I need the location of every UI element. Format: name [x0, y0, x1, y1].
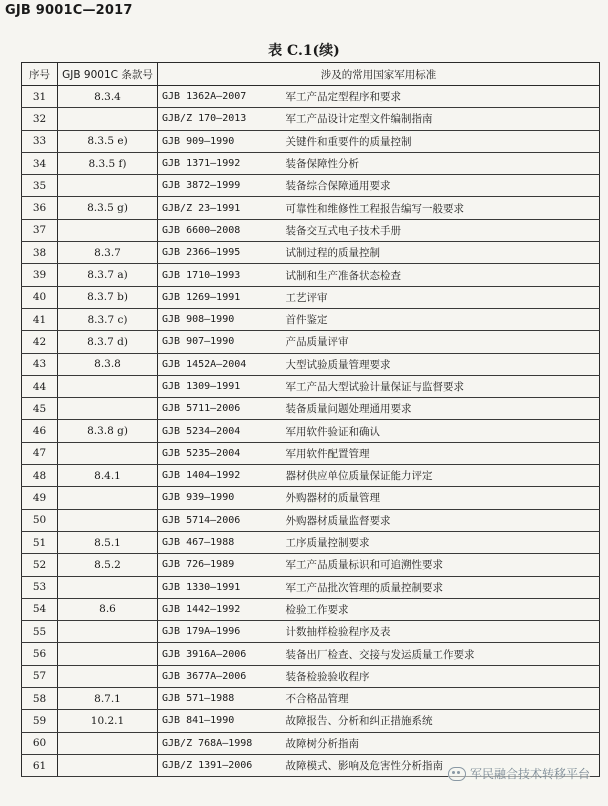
standards-table — [21, 62, 600, 777]
header-no: 序号 — [22, 63, 58, 86]
table-row — [22, 688, 600, 710]
row-standard-code: GJB/Z 768A—1998 — [158, 732, 282, 754]
row-standard-code: GJB 5234—2004 — [158, 420, 282, 442]
row-clause: 8.3.5 e) — [58, 130, 158, 152]
row-standard-name: 试制过程的质量控制 — [282, 242, 600, 264]
row-standard-code: GJB 571—1988 — [158, 688, 282, 710]
row-standard-name: 故障模式、影响及危害性分析指南 — [282, 754, 600, 776]
table-row — [22, 487, 600, 509]
row-number: 47 — [22, 442, 58, 464]
row-clause: 8.3.7 c) — [58, 308, 158, 330]
watermark-text: 军民融合技术转移平台 — [469, 767, 590, 781]
row-standard-name: 不合格品管理 — [282, 688, 600, 710]
row-standard-code: GJB 1442—1992 — [158, 598, 282, 620]
row-number: 49 — [22, 487, 58, 509]
row-standard-code: GJB 467—1988 — [158, 531, 282, 553]
row-number: 61 — [22, 754, 58, 776]
row-standard-code: GJB 1404—1992 — [158, 465, 282, 487]
row-number: 57 — [22, 665, 58, 687]
row-clause: 8.5.2 — [58, 554, 158, 576]
row-clause: 8.3.7 a) — [58, 264, 158, 286]
table-row — [22, 286, 600, 308]
row-number: 52 — [22, 554, 58, 576]
table-title: 表 C.1(续) — [268, 43, 340, 59]
row-number: 55 — [22, 621, 58, 643]
row-number: 43 — [22, 353, 58, 375]
table-row — [22, 197, 600, 219]
row-standard-code: GJB 939—1990 — [158, 487, 282, 509]
row-clause — [58, 732, 158, 754]
row-clause: 8.3.7 b) — [58, 286, 158, 308]
row-standard-code: GJB 179A—1996 — [158, 621, 282, 643]
row-clause: 8.7.1 — [58, 688, 158, 710]
row-number: 48 — [22, 465, 58, 487]
table-row — [22, 375, 600, 397]
row-standard-name: 军用软件配置管理 — [282, 442, 600, 464]
table-row — [22, 264, 600, 286]
row-standard-code: GJB 1330—1991 — [158, 576, 282, 598]
row-standard-code: GJB 726—1989 — [158, 554, 282, 576]
row-standard-code: GJB 1269—1991 — [158, 286, 282, 308]
row-standard-name: 外购器材质量监督要求 — [282, 509, 600, 531]
row-standard-name: 故障树分析指南 — [282, 732, 600, 754]
row-clause — [58, 754, 158, 776]
row-standard-name: 军工产品批次管理的质量控制要求 — [282, 576, 600, 598]
row-standard-code: GJB 5711—2006 — [158, 398, 282, 420]
row-standard-name: 军工产品设计定型文件编制指南 — [282, 108, 600, 130]
table-row — [22, 465, 600, 487]
row-standard-name: 军用软件验证和确认 — [282, 420, 600, 442]
row-standard-code: GJB 909—1990 — [158, 130, 282, 152]
row-standard-name: 大型试验质量管理要求 — [282, 353, 600, 375]
row-standard-name: 产品质量评审 — [282, 331, 600, 353]
table-row — [22, 130, 600, 152]
row-clause — [58, 665, 158, 687]
row-number: 53 — [22, 576, 58, 598]
row-clause — [58, 375, 158, 397]
row-standard-code: GJB 2366—1995 — [158, 242, 282, 264]
row-number: 36 — [22, 197, 58, 219]
row-standard-code: GJB 3916A—2006 — [158, 643, 282, 665]
row-standard-name: 装备交互式电子技术手册 — [282, 219, 600, 241]
row-clause: 8.3.5 f) — [58, 152, 158, 174]
watermark — [448, 765, 590, 782]
row-clause — [58, 175, 158, 197]
row-standard-code: GJB 908—1990 — [158, 308, 282, 330]
row-standard-code: GJB/Z 23—1991 — [158, 197, 282, 219]
row-standard-name: 首件鉴定 — [282, 308, 600, 330]
row-standard-name: 检验工作要求 — [282, 598, 600, 620]
row-clause: 8.6 — [58, 598, 158, 620]
row-clause: 8.3.8 — [58, 353, 158, 375]
row-number: 32 — [22, 108, 58, 130]
document-code: GJB 9001C—2017 — [5, 3, 133, 18]
row-clause — [58, 576, 158, 598]
row-number: 40 — [22, 286, 58, 308]
row-standard-code: GJB 1309—1991 — [158, 375, 282, 397]
table-row — [22, 554, 600, 576]
row-standard-code: GJB 5714—2006 — [158, 509, 282, 531]
row-standard-code: GJB 841—1990 — [158, 710, 282, 732]
row-standard-code: GJB 1371—1992 — [158, 152, 282, 174]
table-row — [22, 710, 600, 732]
row-standard-name: 军工产品定型程序和要求 — [282, 86, 600, 108]
row-standard-name: 装备检验验收程序 — [282, 665, 600, 687]
row-standard-name: 工艺评审 — [282, 286, 600, 308]
row-clause: 8.4.1 — [58, 465, 158, 487]
row-standard-name: 军工产品大型试验计量保证与监督要求 — [282, 375, 600, 397]
row-number: 44 — [22, 375, 58, 397]
table-row — [22, 531, 600, 553]
table-row — [22, 152, 600, 174]
row-standard-code: GJB/Z 1391—2006 — [158, 754, 282, 776]
row-number: 51 — [22, 531, 58, 553]
row-standard-name: 试制和生产准备状态检查 — [282, 264, 600, 286]
table-row — [22, 732, 600, 754]
row-clause — [58, 487, 158, 509]
row-standard-name: 关键件和重要件的质量控制 — [282, 130, 600, 152]
row-clause — [58, 108, 158, 130]
row-number: 60 — [22, 732, 58, 754]
row-standard-code: GJB 3677A—2006 — [158, 665, 282, 687]
table-row — [22, 353, 600, 375]
row-clause — [58, 398, 158, 420]
row-number: 41 — [22, 308, 58, 330]
table-row — [22, 576, 600, 598]
row-standard-name: 计数抽样检验程序及表 — [282, 621, 600, 643]
table-row — [22, 398, 600, 420]
row-clause: 8.3.7 d) — [58, 331, 158, 353]
wechat-icon — [448, 767, 466, 781]
row-standard-code: GJB 1452A—2004 — [158, 353, 282, 375]
row-number: 33 — [22, 130, 58, 152]
row-number: 59 — [22, 710, 58, 732]
row-standard-code: GJB 3872—1999 — [158, 175, 282, 197]
row-clause: 8.3.8 g) — [58, 420, 158, 442]
table-row — [22, 665, 600, 687]
row-clause: 8.3.7 — [58, 242, 158, 264]
row-number: 54 — [22, 598, 58, 620]
row-standard-code: GJB 1710—1993 — [158, 264, 282, 286]
row-clause — [58, 442, 158, 464]
row-standard-name: 器材供应单位质量保证能力评定 — [282, 465, 600, 487]
row-clause: 8.5.1 — [58, 531, 158, 553]
table-row — [22, 420, 600, 442]
row-number: 37 — [22, 219, 58, 241]
row-standard-name: 可靠性和维修性工程报告编写一般要求 — [282, 197, 600, 219]
table-row — [22, 308, 600, 330]
row-standard-code: GJB 6600—2008 — [158, 219, 282, 241]
row-number: 39 — [22, 264, 58, 286]
row-clause: 8.3.4 — [58, 86, 158, 108]
row-standard-code: GJB 907—1990 — [158, 331, 282, 353]
row-number: 45 — [22, 398, 58, 420]
table-row — [22, 509, 600, 531]
row-standard-name: 装备质量问题处理通用要求 — [282, 398, 600, 420]
row-number: 35 — [22, 175, 58, 197]
row-standard-name: 装备综合保障通用要求 — [282, 175, 600, 197]
header-clause: GJB 9001C 条款号 — [58, 63, 158, 86]
row-number: 38 — [22, 242, 58, 264]
row-standard-name: 军工产品质量标识和可追溯性要求 — [282, 554, 600, 576]
table-row — [22, 442, 600, 464]
table-row — [22, 108, 600, 130]
row-standard-name: 故障报告、分析和纠正措施系统 — [282, 710, 600, 732]
row-standard-name: 外购器材的质量管理 — [282, 487, 600, 509]
table-row — [22, 331, 600, 353]
table-row — [22, 621, 600, 643]
row-number: 58 — [22, 688, 58, 710]
row-number: 50 — [22, 509, 58, 531]
row-number: 46 — [22, 420, 58, 442]
table-row — [22, 598, 600, 620]
row-clause: 10.2.1 — [58, 710, 158, 732]
header-standard: 涉及的常用国家军用标准 — [158, 63, 600, 86]
row-standard-code: GJB 1362A—2007 — [158, 86, 282, 108]
row-standard-code: GJB 5235—2004 — [158, 442, 282, 464]
row-number: 42 — [22, 331, 58, 353]
row-clause — [58, 621, 158, 643]
table-header-row — [22, 63, 600, 86]
row-clause — [58, 509, 158, 531]
table-row — [22, 643, 600, 665]
table-row — [22, 175, 600, 197]
row-clause: 8.3.5 g) — [58, 197, 158, 219]
table-row — [22, 219, 600, 241]
row-number: 31 — [22, 86, 58, 108]
row-clause — [58, 219, 158, 241]
row-number: 34 — [22, 152, 58, 174]
row-number: 56 — [22, 643, 58, 665]
row-clause — [58, 643, 158, 665]
row-standard-name: 装备出厂检查、交接与发运质量工作要求 — [282, 643, 600, 665]
row-standard-name: 装备保障性分析 — [282, 152, 600, 174]
row-standard-code: GJB/Z 170—2013 — [158, 108, 282, 130]
row-standard-name: 工序质量控制要求 — [282, 531, 600, 553]
table-row — [22, 242, 600, 264]
table-row — [22, 86, 600, 108]
